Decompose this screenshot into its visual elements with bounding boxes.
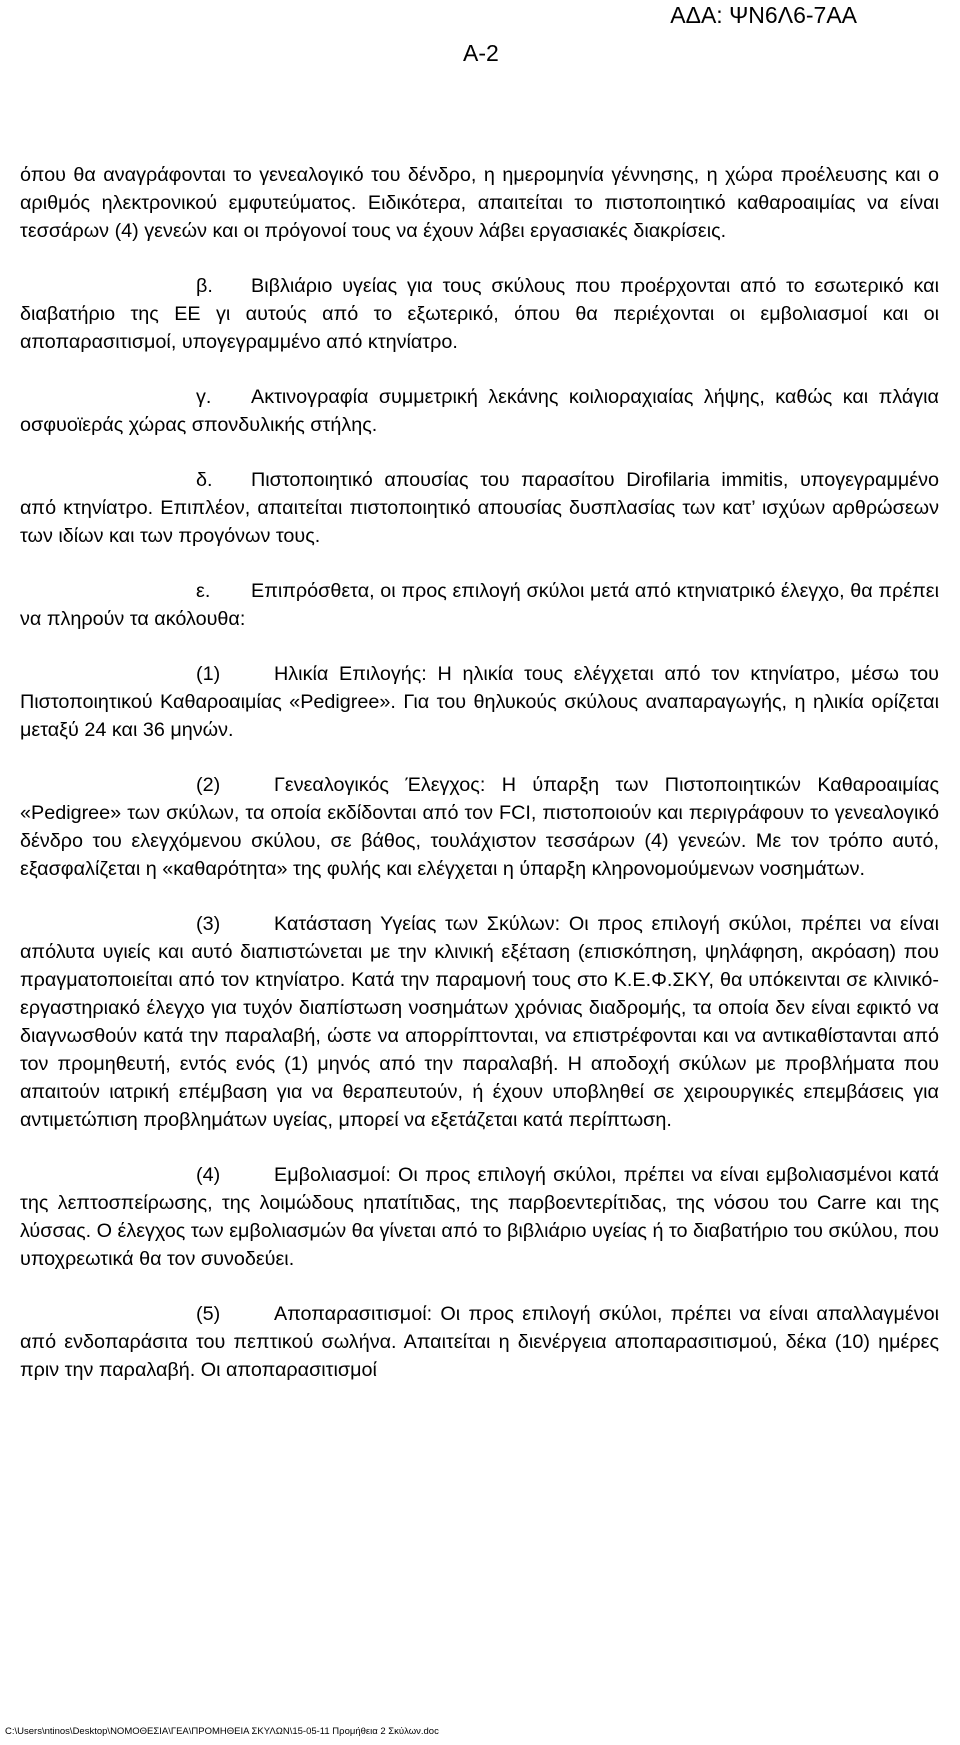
subitem-label: (3) (196, 913, 221, 935)
document-body (20, 161, 939, 1384)
paragraph-continuation: όπου θα αναγράφονται το γενεαλογικό του δένδρο, η ημερομηνία γέννησης, η χώρα προέλευσης και ο αριθμός ηλεκτρονικού εμφυτεύματος. Ειδικότερα, απαιτείται το πιστοποιητικό καθαροαιμίας να είναι τεσσάρων (4) γενεών και οι πρόγονοί τους να έχουν λάβει εργασιακές διακρίσεις. (20, 164, 939, 242)
subitem-label: (5) (196, 1303, 221, 1325)
subitem-1 (20, 660, 939, 744)
subitem-label: (1) (196, 663, 221, 685)
subitem-label: (2) (196, 774, 221, 796)
item-text: Επιπρόσθετα, οι προς επιλογή σκύλοι μετά από κτηνιατρικό έλεγχο, θα πρέπει να πληρούν τα ακόλουθα: (20, 580, 939, 630)
item-text: Ακτινογραφία συμμετρική λεκάνης κοιλιοραχιαίας λήψης, καθώς και πλάγια οσφυοϊεράς χώρας σπονδυλικής στήλης. (20, 386, 939, 436)
item-d (20, 466, 939, 550)
item-g (20, 383, 939, 439)
subitem-text: Κατάσταση Υγείας των Σκύλων: Οι προς επιλογή σκύλοι, πρέπει να είναι απόλυτα υγιείς και αυτό διαπιστώνεται με την κλινική εξέταση (επισκόπηση, ψηλάφηση, ακρόαση) που πραγματοποιείται από τον κτηνίατρο. Κατά την παραμονή τους στο Κ.Ε.Φ.ΣΚΥ, θα υπόκεινται σε κλινικό-εργαστηριακό έλεγχο για τυχόν διαπίστωση νοσημάτων χρόνιας διαδρομής, τα οποία δεν είναι εφικτό να διαγνωσθούν κατά την παραλαβή, ώστε να απορρίπτονται, να επιστρέφονται και να αντικαθίστανται από τον προμηθευτή, εντός ενός (1) μηνός από την παραλαβή. Η αποδοχή σκύλων με προβλήματα που απαιτούν ιατρική επέμβαση για να θεραπευτούν, ή έχουν υποβληθεί σε χειρουργικές επεμβάσεις για αντιμετώπιση προβλημάτων υγείας, μπορεί να εξετάζεται κατά περίπτωση. (20, 913, 939, 1131)
subitem-5 (20, 1300, 939, 1384)
subitem-text: Ηλικία Επιλογής: Η ηλικία τους ελέγχεται από τον κτηνίατρο, μέσω του Πιστοποιητικού Καθαροαιμίας «Pedigree». Για του θηλυκούς σκύλους αναπαραγωγής, η ηλικία ορίζεται μεταξύ 24 και 36 μηνών. (20, 663, 939, 741)
subitem-text: Αποπαρασιτισμοί: Οι προς επιλογή σκύλοι, πρέπει να είναι απαλλαγμένοι από ενδοπαράσιτα του πεπτικού σωλήνα. Απαιτείται η διενέργεια αποπαρασιτισμού, δέκα (10) ημέρες πριν την παραλαβή. Οι αποπαρασιτισμοί (20, 1303, 939, 1381)
item-label: ε. (196, 580, 211, 602)
subitem-4 (20, 1161, 939, 1273)
item-label: δ. (196, 469, 213, 491)
subitem-3 (20, 910, 939, 1134)
subitem-text: Γενεαλογικός Έλεγχος: Η ύπαρξη των Πιστοποιητικών Καθαροαιμίας «Pedigree» των σκύλων, τα οποία εκδίδονται από τον FCI, πιστοποιούν και περιγράφουν το γενεαλογικό δένδρο του ελεγχόμενου σκύλου, σε βάθος, τουλάχιστον τεσσάρων (4) γενεών. Με τον τρόπο αυτό, εξασφαλίζεται η «καθαρότητα» της φυλής και ελέγχεται η ύπαρξη κληρονομούμενων νοσημάτων. (20, 774, 939, 880)
footer-file-path: C:\Users\ntinos\Desktop\ΝΟΜΟΘΕΣΙΑ\ΓΕΑ\ΠΡΟΜΗΘΕΙΑ ΣΚΥΛΩΝ\15-05-11 Προμήθεια 2 Σκύλων.doc (5, 1726, 439, 1737)
item-text: Πιστοποιητικό απουσίας του παρασίτου Dirofilaria immitis, υπογεγραμμένο από κτηνίατρο. Επιπλέον, απαιτείται πιστοποιητικό απουσίας δυσπλασίας των κατ’ ισχύων αρθρώσεων των ιδίων και των προγόνων τους. (20, 469, 939, 547)
item-label: γ. (196, 386, 212, 408)
subitem-label: (4) (196, 1164, 221, 1186)
item-e (20, 577, 939, 633)
page-number: Α-2 (463, 40, 499, 66)
item-label: β. (196, 275, 213, 297)
ada-code: ΑΔΑ: ΨΝ6Λ6-7ΑΑ (670, 2, 857, 28)
subitem-2 (20, 771, 939, 883)
subitem-text: Εμβολιασμοί: Οι προς επιλογή σκύλοι, πρέπει να είναι εμβολιασμένοι κατά της λεπτοσπείρωσης, της λοιμώδους ηπατίτιδας, της παρβοεντερίτιδας, της νόσου του Carre και της λύσσας. Ο έλεγχος των εμβολιασμών θα γίνεται από το βιβλιάριο υγείας ή το διαβατήριο του σκύλου, που υποχρεωτικά θα τον συνοδεύει. (20, 1164, 939, 1270)
item-text: Βιβλιάριο υγείας για τους σκύλους που προέρχονται από το εσωτερικό και διαβατήριο της ΕΕ γι αυτούς από το εξωτερικό, όπου θα περιέχονται οι εμβολιασμοί και οι αποπαρασιτισμοί, υπογεγραμμένο από κτηνίατρο. (20, 275, 939, 353)
item-b (20, 272, 939, 356)
